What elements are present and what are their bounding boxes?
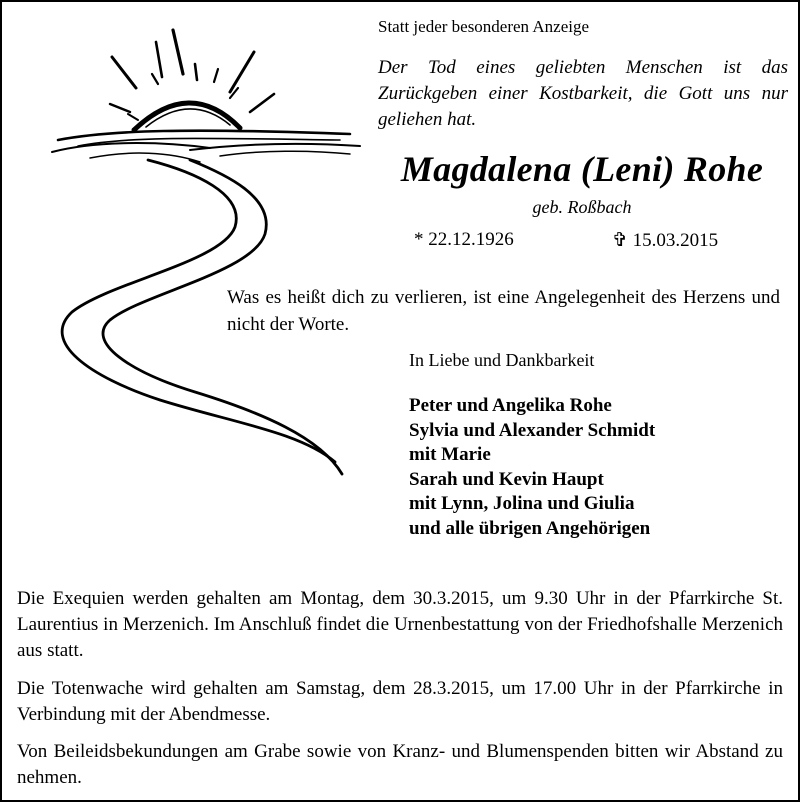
- cross-icon: ✞: [612, 230, 628, 251]
- vigil-paragraph: Die Totenwache wird gehalten am Samstag, dem 28.3.2015, um 17.00 Uhr in der Pfarrkirche in Verbindung mit der Abendmesse.: [17, 678, 783, 725]
- family-line: Sylvia und Alexander Schmidt: [409, 419, 656, 441]
- family-line: und alle übrigen Angehörigen: [409, 517, 651, 539]
- death-date: [612, 229, 718, 252]
- death-date-value: 15.03.2015: [632, 230, 719, 251]
- family-list: [409, 394, 655, 541]
- birth-date: [414, 229, 514, 251]
- intro-line: Statt jeder besonderen Anzeige: [378, 17, 590, 36]
- star-icon: *: [414, 229, 424, 250]
- family-line: mit Lynn, Jolina und Giulia: [409, 493, 635, 514]
- deceased-name: Magdalena (Leni) Rohe: [400, 149, 764, 189]
- saying: Was es heißt dich zu verlieren, ist eine Angelegenheit des Herzens und nicht der Worte.: [227, 287, 780, 335]
- quote: Der Tod eines geliebten Menschen ist das Zurückgeben einer Kostbarkeit, die Gott uns nur geliehen hat.: [378, 57, 788, 130]
- funeral-mass-paragraph: Die Exequien werden gehalten am Montag, dem 30.3.2015, um 9.30 Uhr in der Pfarrkirche St. Laurentius in Merzenich. Im Anschluß findet die Urnenbestattung von der Friedhofshalle Merzenich aus statt.: [17, 588, 783, 661]
- thanks-line: In Liebe und Dankbarkeit: [409, 350, 595, 370]
- family-line: Sarah und Kevin Haupt: [409, 468, 604, 490]
- birth-name: geb. Roßbach: [532, 197, 632, 217]
- birth-date-value: 22.12.1926: [428, 229, 514, 250]
- family-line: Peter und Angelika Rohe: [409, 395, 612, 416]
- sunset-path-illustration: [50, 22, 370, 482]
- family-line: mit Marie: [409, 444, 491, 465]
- condolence-paragraph: Von Beileidsbekundungen am Grabe sowie von Kranz- und Blumenspenden bitten wir Abstand zu nehmen.: [17, 741, 783, 788]
